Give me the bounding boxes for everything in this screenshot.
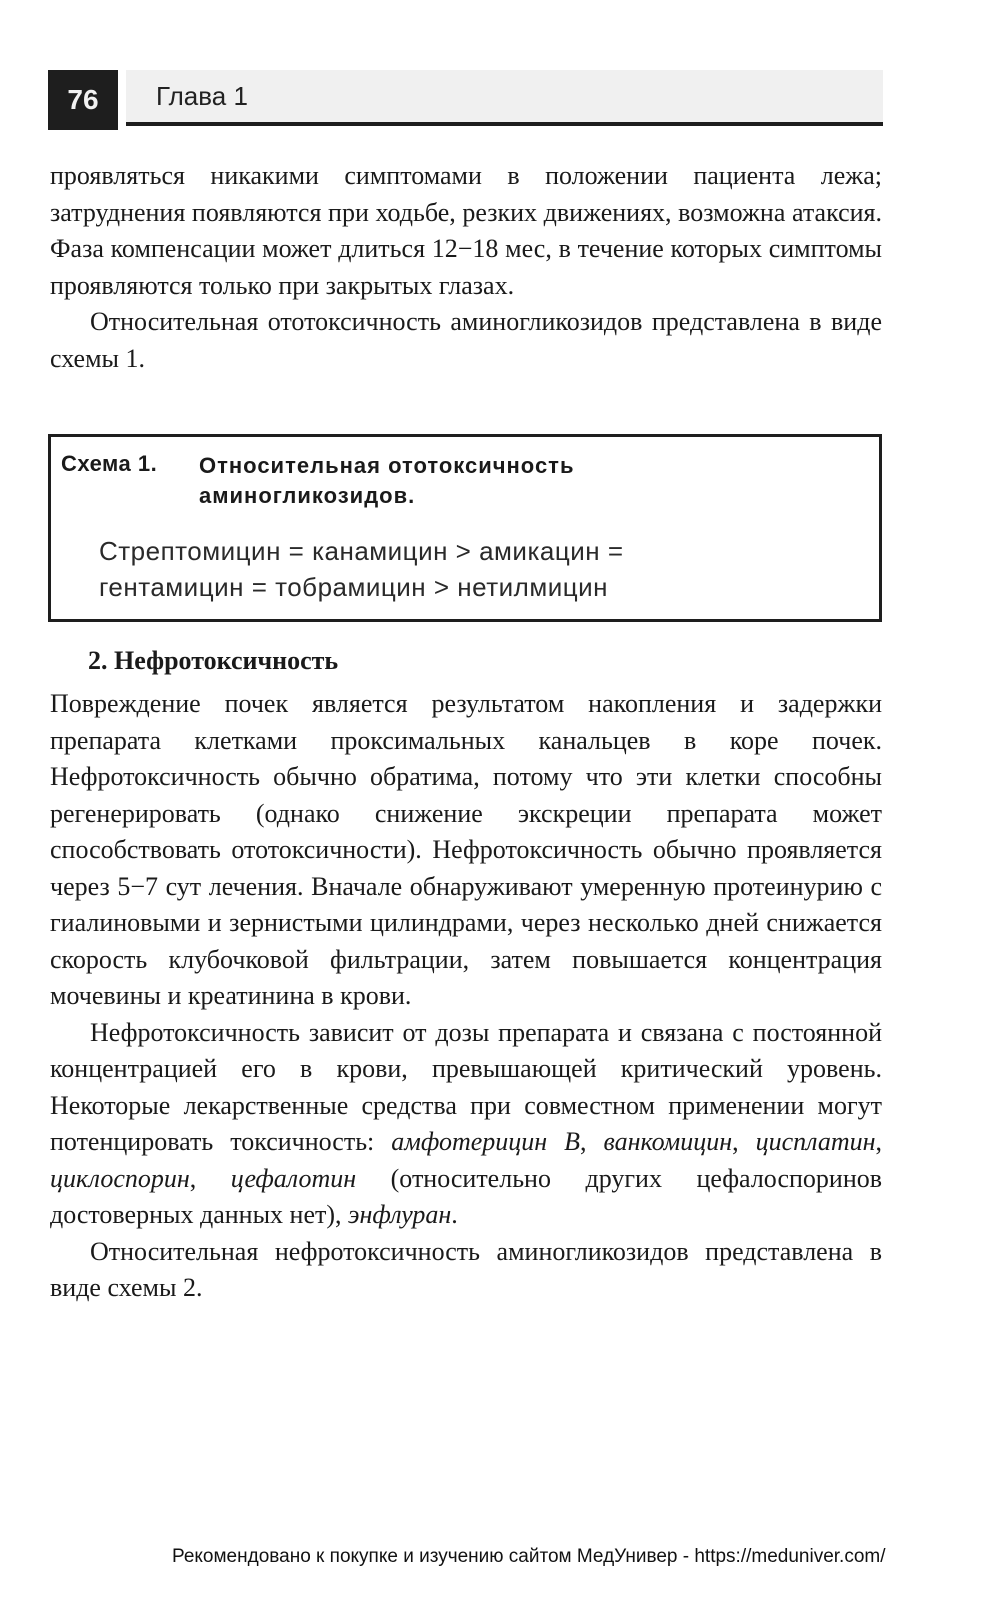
schema-title: Относительная ототоксичность аминогликозидов. — [199, 453, 575, 508]
separator: , — [189, 1163, 231, 1193]
separator: , — [875, 1127, 883, 1156]
chapter-title-bar — [126, 70, 883, 126]
paragraph-2-end: . — [451, 1200, 458, 1229]
separator: , — [732, 1127, 756, 1156]
footer-link[interactable]: Рекомендовано к покупке и изучению сайтом МедУнивер - https://meduniver.com/ — [172, 1546, 886, 1567]
chapter-title: Глава 1 — [156, 80, 248, 111]
schema-box — [48, 434, 882, 622]
drug-amphotericin: амфотерицин В — [391, 1127, 581, 1156]
section-paragraph-2 — [50, 1015, 882, 1234]
section-paragraph-1: Повреждение почек является результатом накопления и задержки препарата клетками проксимальных канальцев в коре почек. Нефротоксичность обычно обратима, потому что эти клетки способны регенерировать (однако снижение экскреции препарата может способствовать ототоксичности). Нефротоксичность обычно проявляется через 5−7 сут лечения. Вначале обнаруживают умеренную протеинурию с гиалиновыми и зернистыми цилиндрами, через несколько дней снижается скорость клубочковой фильтрации, затем повышается концентрация мочевины и креатинина в крови. — [50, 689, 882, 1010]
schema-label: Схема 1. — [61, 451, 158, 476]
separator: , — [580, 1127, 604, 1156]
drug-cefalotin: цефалотин — [230, 1163, 357, 1193]
intro-paragraph-1: проявляться никакими симптомами в положении пациента лежа; затруднения появляются при ходьбе, резких движениях, возможна атаксия. Фаза компенсации может длиться 12−18 мес, в течение которых симптомы проявляются только при закрытых глазах. — [50, 161, 882, 300]
drug-enflurane: энфлуран — [348, 1200, 452, 1229]
intro-text — [50, 158, 882, 377]
schema-formula-line-2: гентамицин = тобрамицин > нетилмицин — [99, 572, 609, 602]
schema-formula — [99, 533, 799, 605]
page-number: 76 — [48, 70, 118, 130]
paragraph-2-text: Нефротоксичность зависит от дозы препарата и связана с постоянной концентрацией его в крови, превышающей критический уровень. Некоторые лекарственные средства при совместном применении могут потенцировать токсичность: — [50, 1017, 882, 1156]
schema-formula-line-1: Стрептомицин = канамицин > амикацин = — [99, 536, 624, 566]
drug-cisplatin: цисплатин — [755, 1127, 876, 1156]
drug-vancomycin: ванкомицин — [603, 1127, 733, 1156]
section-paragraph-3: Относительная нефротоксичность аминогликозидов представлена в виде схемы 2. — [50, 1236, 882, 1302]
page-header — [48, 70, 883, 130]
section-heading: 2. Нефротоксичность — [88, 646, 339, 675]
drug-cyclosporin: циклоспорин — [50, 1163, 190, 1193]
intro-paragraph-2: Относительная ототоксичность аминогликозидов представлена в виде схемы 1. — [50, 307, 882, 373]
paragraph-2-tail: (относительно других цефалоспоринов достоверных данных нет), — [50, 1163, 883, 1229]
section-text — [50, 686, 882, 1307]
